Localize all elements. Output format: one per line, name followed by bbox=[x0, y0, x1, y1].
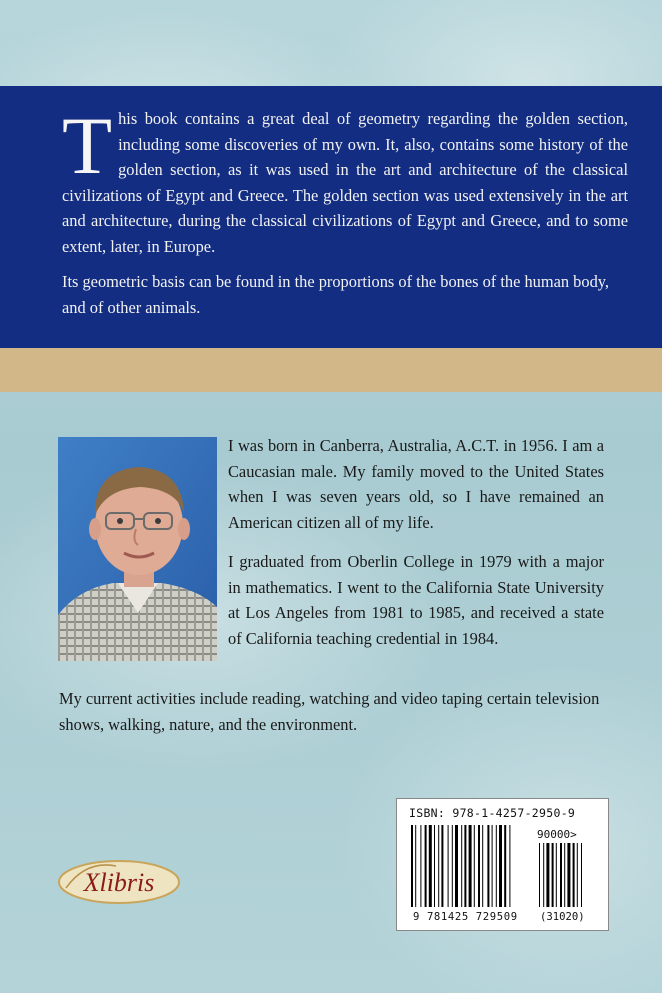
activities-paragraph: My current activities include reading, watching and video taping certain television shows, walking, nature, and the environment. bbox=[59, 689, 600, 734]
bio-paragraph-2: I graduated from Oberlin College in 1979 with a major in mathematics. I went to the California State University at Los Angeles from 1981 to 1985, and received a state of California teaching credential in 1984. bbox=[228, 552, 604, 648]
back-cover-blurb-panel bbox=[0, 86, 662, 348]
isbn-barcode bbox=[396, 798, 609, 931]
xlibris-logo bbox=[56, 858, 182, 906]
barcode-addon-code: 90000> bbox=[537, 828, 577, 841]
svg-text:Xlibris: Xlibris bbox=[83, 868, 155, 897]
ean-digits: 9 781425 729509 bbox=[413, 911, 518, 923]
drop-cap: T bbox=[62, 100, 113, 191]
isbn-label: ISBN: 978-1-4257-2950-9 bbox=[409, 806, 576, 820]
author-bio bbox=[228, 433, 604, 665]
blurb-paragraph-2: Its geometric basis can be found in the proportions of the bones of the human body, and of other animals. bbox=[62, 272, 609, 317]
price-code: (31020) bbox=[540, 911, 585, 923]
blurb-paragraph-1 bbox=[62, 100, 628, 259]
author-photo bbox=[58, 437, 217, 661]
blurb-paragraph-1-text: his book contains a great deal of geometry regarding the golden section, including some discoveries of my own. It, also, contains some history of the golden section, as it was used in the art and architecture of the classical civilizations of Egypt and Greece. The golden section was used extensively in the art and architecture, during the classical civilizations of Egypt and Greece, and to some extent, later, in Europe. bbox=[62, 109, 628, 256]
bio-paragraph-1: I was born in Canberra, Australia, A.C.T. in 1956. I am a Caucasian male. My family moved to the United States when I was seven years old, so I have remained an American citizen all of my life. bbox=[228, 436, 604, 532]
decorative-band bbox=[0, 348, 662, 392]
